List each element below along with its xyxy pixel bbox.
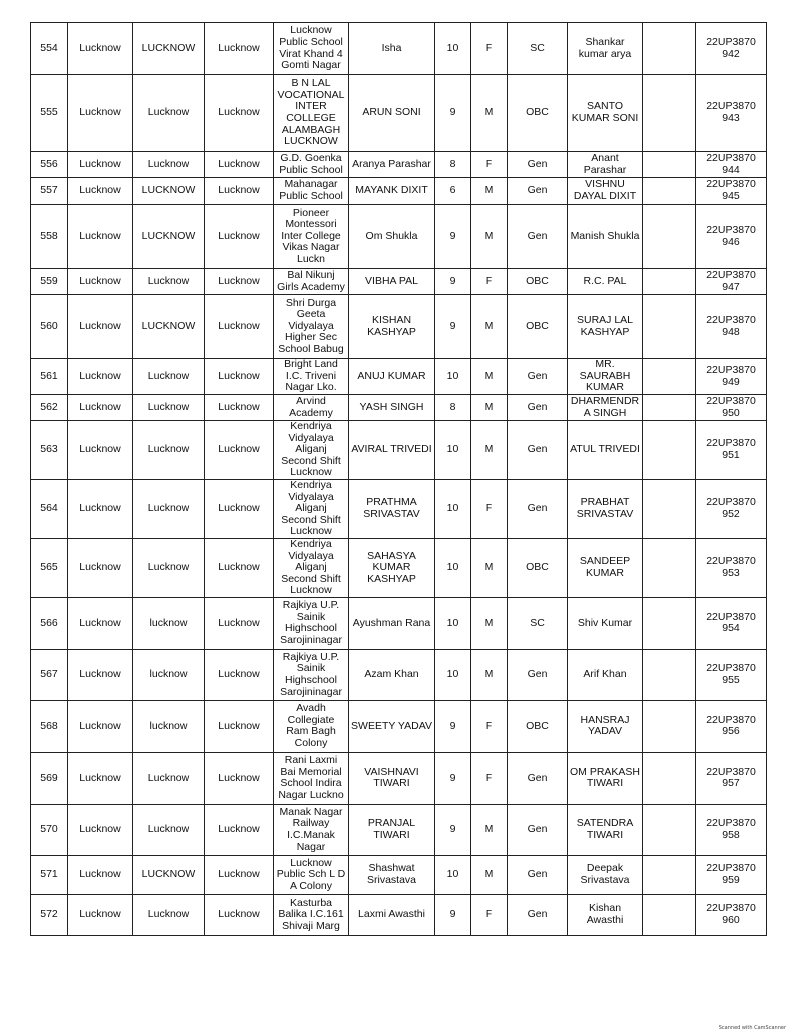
cell-district: Lucknow: [68, 700, 133, 752]
cell-district: Lucknow: [68, 269, 133, 295]
cell-block: Lucknow: [205, 804, 274, 855]
cell-gender: M: [471, 804, 508, 855]
cell-class: 8: [435, 152, 471, 178]
cell-serial-number: 557: [31, 178, 68, 205]
table-row: [31, 23, 767, 75]
cell-city: Lucknow: [133, 752, 205, 804]
cell-district: Lucknow: [68, 178, 133, 205]
cell-block: Lucknow: [205, 479, 274, 538]
cell-city: Lucknow: [133, 479, 205, 538]
cell-gender: M: [471, 421, 508, 480]
cell-category: Gen: [508, 804, 568, 855]
cell-category: OBC: [508, 538, 568, 597]
cell-category: Gen: [508, 395, 568, 421]
cell-gender: M: [471, 538, 508, 597]
cell-class: 10: [435, 479, 471, 538]
cell-father-name: Kishan Awasthi: [568, 894, 643, 935]
cell-father-name: Shankar kumar arya: [568, 23, 643, 75]
cell-class: 10: [435, 855, 471, 894]
cell-registration-number: 22UP3870 949: [696, 359, 767, 395]
cell-district: Lucknow: [68, 804, 133, 855]
cell-father-name: SURAJ LAL KASHYAP: [568, 295, 643, 359]
cell-city: lucknow: [133, 597, 205, 649]
cell-category: Gen: [508, 359, 568, 395]
cell-student-name: KISHAN KASHYAP: [349, 295, 435, 359]
cell-district: Lucknow: [68, 649, 133, 700]
cell-category: Gen: [508, 152, 568, 178]
cell-student-name: Laxmi Awasthi: [349, 894, 435, 935]
cell-city: lucknow: [133, 700, 205, 752]
cell-gender: F: [471, 23, 508, 75]
cell-father-name: PRABHAT SRIVASTAV: [568, 479, 643, 538]
cell-category: OBC: [508, 700, 568, 752]
cell-serial-number: 570: [31, 804, 68, 855]
cell-father-name: MR. SAURABH KUMAR: [568, 359, 643, 395]
cell-student-name: ARUN SONI: [349, 75, 435, 152]
cell-blank: [643, 269, 696, 295]
table-row: [31, 597, 767, 649]
cell-blank: [643, 752, 696, 804]
cell-serial-number: 568: [31, 700, 68, 752]
cell-category: Gen: [508, 894, 568, 935]
cell-student-name: VIBHA PAL: [349, 269, 435, 295]
cell-district: Lucknow: [68, 75, 133, 152]
cell-city: Lucknow: [133, 804, 205, 855]
cell-registration-number: 22UP3870 951: [696, 421, 767, 480]
cell-serial-number: 559: [31, 269, 68, 295]
cell-block: Lucknow: [205, 421, 274, 480]
cell-school-name: Shri Durga Geeta Vidyalaya Higher Sec School Babug: [274, 295, 349, 359]
cell-class: 10: [435, 359, 471, 395]
table-row: [31, 152, 767, 178]
cell-blank: [643, 395, 696, 421]
cell-class: 10: [435, 649, 471, 700]
cell-registration-number: 22UP3870 956: [696, 700, 767, 752]
cell-student-name: ANUJ KUMAR: [349, 359, 435, 395]
cell-block: Lucknow: [205, 359, 274, 395]
cell-school-name: Lucknow Public School Virat Khand 4 Gomti Nagar: [274, 23, 349, 75]
cell-father-name: R.C. PAL: [568, 269, 643, 295]
cell-category: SC: [508, 597, 568, 649]
cell-father-name: OM PRAKASH TIWARI: [568, 752, 643, 804]
cell-registration-number: 22UP3870 943: [696, 75, 767, 152]
cell-block: Lucknow: [205, 894, 274, 935]
cell-city: Lucknow: [133, 538, 205, 597]
cell-city: Lucknow: [133, 421, 205, 480]
cell-blank: [643, 597, 696, 649]
cell-serial-number: 562: [31, 395, 68, 421]
cell-serial-number: 556: [31, 152, 68, 178]
cell-father-name: SANDEEP KUMAR: [568, 538, 643, 597]
cell-city: Lucknow: [133, 395, 205, 421]
cell-father-name: Deepak Srivastava: [568, 855, 643, 894]
cell-serial-number: 558: [31, 205, 68, 269]
cell-student-name: AVIRAL TRIVEDI: [349, 421, 435, 480]
cell-class: 9: [435, 700, 471, 752]
cell-father-name: DHARMENDR A SINGH: [568, 395, 643, 421]
scanner-watermark: Scanned with CamScanner: [718, 1025, 786, 1031]
cell-gender: M: [471, 855, 508, 894]
cell-student-name: SAHASYA KUMAR KASHYAP: [349, 538, 435, 597]
cell-blank: [643, 421, 696, 480]
cell-gender: F: [471, 894, 508, 935]
cell-student-name: Om Shukla: [349, 205, 435, 269]
cell-class: 9: [435, 75, 471, 152]
cell-block: Lucknow: [205, 752, 274, 804]
cell-city: Lucknow: [133, 894, 205, 935]
table-row: [31, 269, 767, 295]
cell-registration-number: 22UP3870 960: [696, 894, 767, 935]
cell-student-name: YASH SINGH: [349, 395, 435, 421]
cell-blank: [643, 855, 696, 894]
table-row: [31, 700, 767, 752]
cell-school-name: Avadh Collegiate Ram Bagh Colony: [274, 700, 349, 752]
cell-serial-number: 563: [31, 421, 68, 480]
cell-father-name: Manish Shukla: [568, 205, 643, 269]
cell-block: Lucknow: [205, 269, 274, 295]
cell-category: Gen: [508, 752, 568, 804]
cell-block: Lucknow: [205, 855, 274, 894]
cell-registration-number: 22UP3870 948: [696, 295, 767, 359]
table-row: [31, 295, 767, 359]
cell-district: Lucknow: [68, 752, 133, 804]
table-row: [31, 178, 767, 205]
cell-class: 9: [435, 269, 471, 295]
cell-school-name: Bal Nikunj Girls Academy: [274, 269, 349, 295]
cell-school-name: Rani Laxmi Bai Memorial School Indira Nagar Luckno: [274, 752, 349, 804]
cell-category: Gen: [508, 479, 568, 538]
cell-district: Lucknow: [68, 295, 133, 359]
cell-school-name: Kasturba Balika I.C.161 Shivaji Marg: [274, 894, 349, 935]
cell-serial-number: 554: [31, 23, 68, 75]
cell-category: OBC: [508, 269, 568, 295]
cell-class: 9: [435, 804, 471, 855]
cell-city: LUCKNOW: [133, 23, 205, 75]
cell-category: Gen: [508, 855, 568, 894]
cell-block: Lucknow: [205, 178, 274, 205]
cell-school-name: Bright Land I.C. Triveni Nagar Lko.: [274, 359, 349, 395]
cell-block: Lucknow: [205, 700, 274, 752]
cell-school-name: Arvind Academy: [274, 395, 349, 421]
cell-blank: [643, 178, 696, 205]
cell-blank: [643, 479, 696, 538]
cell-gender: M: [471, 359, 508, 395]
table-row: [31, 855, 767, 894]
cell-block: Lucknow: [205, 649, 274, 700]
cell-city: Lucknow: [133, 75, 205, 152]
table-row: [31, 395, 767, 421]
cell-category: Gen: [508, 421, 568, 480]
cell-gender: F: [471, 700, 508, 752]
cell-class: 8: [435, 395, 471, 421]
cell-serial-number: 565: [31, 538, 68, 597]
table-row: [31, 538, 767, 597]
cell-registration-number: 22UP3870 954: [696, 597, 767, 649]
cell-district: Lucknow: [68, 152, 133, 178]
cell-registration-number: 22UP3870 945: [696, 178, 767, 205]
cell-student-name: PRATHMA SRIVASTAV: [349, 479, 435, 538]
cell-gender: F: [471, 152, 508, 178]
cell-student-name: Aranya Parashar: [349, 152, 435, 178]
cell-father-name: Shiv Kumar: [568, 597, 643, 649]
table-row: [31, 752, 767, 804]
table-row: [31, 804, 767, 855]
cell-school-name: B N LAL VOCATIONAL INTER COLLEGE ALAMBAGH LUCKNOW: [274, 75, 349, 152]
cell-serial-number: 567: [31, 649, 68, 700]
table-row: [31, 479, 767, 538]
cell-city: lucknow: [133, 649, 205, 700]
cell-school-name: Rajkiya U.P. Sainik Highschool Sarojininagar: [274, 597, 349, 649]
cell-district: Lucknow: [68, 538, 133, 597]
cell-category: Gen: [508, 205, 568, 269]
table-row: [31, 75, 767, 152]
cell-city: LUCKNOW: [133, 295, 205, 359]
cell-block: Lucknow: [205, 395, 274, 421]
cell-registration-number: 22UP3870 959: [696, 855, 767, 894]
cell-blank: [643, 359, 696, 395]
cell-gender: F: [471, 479, 508, 538]
cell-school-name: Kendriya Vidyalaya Aliganj Second Shift Lucknow: [274, 479, 349, 538]
cell-student-name: PRANJAL TIWARI: [349, 804, 435, 855]
cell-class: 10: [435, 421, 471, 480]
cell-registration-number: 22UP3870 955: [696, 649, 767, 700]
table-row: [31, 205, 767, 269]
cell-city: LUCKNOW: [133, 855, 205, 894]
cell-city: LUCKNOW: [133, 178, 205, 205]
cell-district: Lucknow: [68, 359, 133, 395]
cell-gender: M: [471, 205, 508, 269]
cell-serial-number: 571: [31, 855, 68, 894]
cell-registration-number: 22UP3870 950: [696, 395, 767, 421]
cell-gender: F: [471, 269, 508, 295]
cell-registration-number: 22UP3870 947: [696, 269, 767, 295]
cell-student-name: Shashwat Srivastava: [349, 855, 435, 894]
cell-category: Gen: [508, 649, 568, 700]
cell-district: Lucknow: [68, 894, 133, 935]
cell-student-name: Azam Khan: [349, 649, 435, 700]
cell-block: Lucknow: [205, 75, 274, 152]
cell-blank: [643, 23, 696, 75]
cell-registration-number: 22UP3870 952: [696, 479, 767, 538]
cell-school-name: Mahanagar Public School: [274, 178, 349, 205]
cell-father-name: HANSRAJ YADAV: [568, 700, 643, 752]
cell-registration-number: 22UP3870 958: [696, 804, 767, 855]
cell-serial-number: 569: [31, 752, 68, 804]
cell-student-name: MAYANK DIXIT: [349, 178, 435, 205]
cell-student-name: SWEETY YADAV: [349, 700, 435, 752]
cell-gender: M: [471, 295, 508, 359]
table-row: [31, 421, 767, 480]
cell-block: Lucknow: [205, 538, 274, 597]
cell-registration-number: 22UP3870 957: [696, 752, 767, 804]
cell-gender: M: [471, 395, 508, 421]
cell-blank: [643, 152, 696, 178]
cell-serial-number: 566: [31, 597, 68, 649]
cell-block: Lucknow: [205, 23, 274, 75]
cell-block: Lucknow: [205, 295, 274, 359]
cell-city: LUCKNOW: [133, 205, 205, 269]
cell-class: 9: [435, 894, 471, 935]
cell-school-name: Kendriya Vidyalaya Aliganj Second Shift Lucknow: [274, 421, 349, 480]
table-row: [31, 894, 767, 935]
cell-gender: M: [471, 75, 508, 152]
cell-father-name: SATENDRA TIWARI: [568, 804, 643, 855]
cell-father-name: ATUL TRIVEDI: [568, 421, 643, 480]
cell-district: Lucknow: [68, 205, 133, 269]
cell-gender: M: [471, 597, 508, 649]
cell-class: 10: [435, 538, 471, 597]
cell-registration-number: 22UP3870 946: [696, 205, 767, 269]
cell-father-name: VISHNU DAYAL DIXIT: [568, 178, 643, 205]
cell-student-name: VAISHNAVI TIWARI: [349, 752, 435, 804]
cell-district: Lucknow: [68, 23, 133, 75]
cell-serial-number: 555: [31, 75, 68, 152]
cell-blank: [643, 295, 696, 359]
cell-city: Lucknow: [133, 269, 205, 295]
cell-blank: [643, 700, 696, 752]
cell-blank: [643, 649, 696, 700]
cell-district: Lucknow: [68, 479, 133, 538]
cell-category: OBC: [508, 75, 568, 152]
cell-father-name: Arif Khan: [568, 649, 643, 700]
cell-registration-number: 22UP3870 942: [696, 23, 767, 75]
cell-blank: [643, 894, 696, 935]
cell-blank: [643, 205, 696, 269]
cell-school-name: Kendriya Vidyalaya Aliganj Second Shift Lucknow: [274, 538, 349, 597]
cell-school-name: Rajkiya U.P. Sainik Highschool Sarojininagar: [274, 649, 349, 700]
cell-class: 10: [435, 597, 471, 649]
cell-block: Lucknow: [205, 597, 274, 649]
student-registration-table: [30, 22, 767, 936]
cell-district: Lucknow: [68, 597, 133, 649]
cell-district: Lucknow: [68, 421, 133, 480]
cell-blank: [643, 538, 696, 597]
cell-student-name: Ayushman Rana: [349, 597, 435, 649]
cell-blank: [643, 804, 696, 855]
cell-father-name: SANTO KUMAR SONI: [568, 75, 643, 152]
cell-category: SC: [508, 23, 568, 75]
cell-school-name: G.D. Goenka Public School: [274, 152, 349, 178]
cell-class: 9: [435, 752, 471, 804]
cell-student-name: Isha: [349, 23, 435, 75]
cell-serial-number: 561: [31, 359, 68, 395]
cell-blank: [643, 75, 696, 152]
cell-class: 10: [435, 23, 471, 75]
cell-gender: M: [471, 178, 508, 205]
table-row: [31, 649, 767, 700]
cell-serial-number: 560: [31, 295, 68, 359]
table-row: [31, 359, 767, 395]
cell-block: Lucknow: [205, 205, 274, 269]
cell-registration-number: 22UP3870 944: [696, 152, 767, 178]
cell-city: Lucknow: [133, 152, 205, 178]
cell-category: OBC: [508, 295, 568, 359]
cell-serial-number: 572: [31, 894, 68, 935]
cell-district: Lucknow: [68, 395, 133, 421]
cell-class: 6: [435, 178, 471, 205]
cell-category: Gen: [508, 178, 568, 205]
cell-school-name: Lucknow Public Sch L D A Colony: [274, 855, 349, 894]
cell-registration-number: 22UP3870 953: [696, 538, 767, 597]
cell-gender: M: [471, 649, 508, 700]
cell-class: 9: [435, 205, 471, 269]
cell-school-name: Manak Nagar Railway I.C.Manak Nagar: [274, 804, 349, 855]
cell-class: 9: [435, 295, 471, 359]
cell-block: Lucknow: [205, 152, 274, 178]
cell-father-name: Anant Parashar: [568, 152, 643, 178]
cell-district: Lucknow: [68, 855, 133, 894]
cell-gender: F: [471, 752, 508, 804]
cell-serial-number: 564: [31, 479, 68, 538]
cell-city: Lucknow: [133, 359, 205, 395]
cell-school-name: Pioneer Montessori Inter College Vikas Nagar Luckn: [274, 205, 349, 269]
